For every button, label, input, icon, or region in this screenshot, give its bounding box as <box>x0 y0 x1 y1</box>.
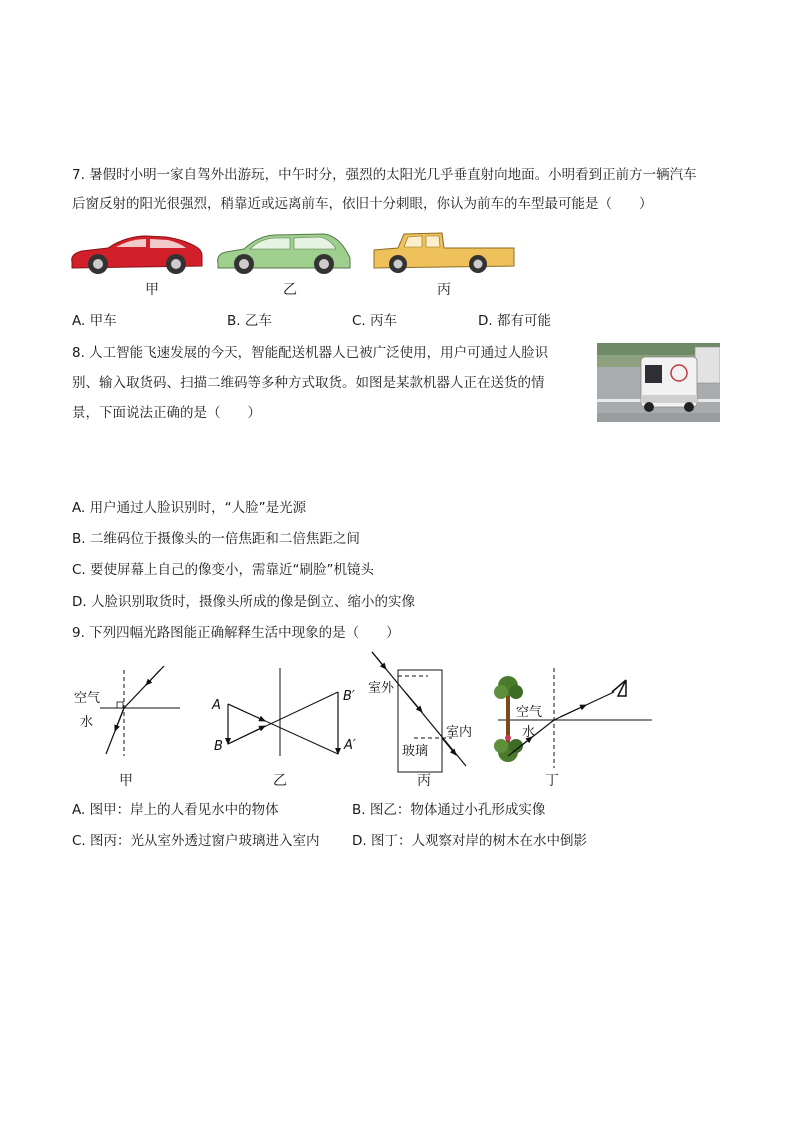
figure-ding <box>494 668 652 768</box>
q7-caption-yi: 乙 <box>283 282 297 298</box>
ding-air-label: 空气 <box>516 705 543 720</box>
bing-glass-label: 玻璃 <box>402 744 429 759</box>
q7-option-c: C. 丙车 <box>352 313 398 329</box>
q8-option-c: C. 要使屏幕上自己的像变小，需靠近“刷脸”机镜头 <box>72 562 374 578</box>
car-yi-hatchback-icon <box>218 234 350 274</box>
q9-caption-jia: 甲 <box>119 773 133 789</box>
q7-option-d: D. 都有可能 <box>478 313 551 329</box>
q7-car-figure <box>68 228 528 278</box>
q9-ray-diagrams <box>60 648 700 788</box>
q7-option-a: A. 甲车 <box>72 313 117 329</box>
figure-jia <box>74 666 180 756</box>
q7-stem-line2: 后窗反射的阳光很强烈，稍靠近或远离前车，依旧十分刺眼，你认为前车的车型最可能是（ ） <box>72 196 653 212</box>
q7-option-b: B. 乙车 <box>227 313 272 329</box>
car-bing-pickup-icon <box>374 233 514 273</box>
q7-caption-jia: 甲 <box>145 282 159 298</box>
delivery-robot-photo <box>597 343 720 422</box>
q7-caption-bing: 丙 <box>437 282 451 298</box>
q9-stem: 9. 下列四幅光路图能正确解释生活中现象的是（ ） <box>72 625 400 641</box>
yi-label-b-prime: B′ <box>343 689 355 704</box>
q7-stem-line1: 7. 暑假时小明一家自驾外出游玩，中午时分，强烈的太阳光几乎垂直射向地面。小明看到正前方一辆汽车 <box>72 167 697 183</box>
car-jia-sedan-icon <box>72 236 202 274</box>
q9-caption-ding: 丁 <box>545 773 559 789</box>
q9-option-a: A. 图甲：岸上的人看见水中的物体 <box>72 802 279 818</box>
q9-option-b: B. 图乙：物体通过小孔形成实像 <box>352 802 546 818</box>
q8-stem-line2: 别、输入取货码、扫描二维码等多种方式取货。如图是某款机器人正在送货的情 <box>72 375 545 391</box>
yi-label-a-prime: A′ <box>344 738 356 753</box>
q9-option-d: D. 图丁：人观察对岸的树木在水中倒影 <box>352 833 587 849</box>
q8-option-d: D. 人脸识别取货时，摄像头所成的像是倒立、缩小的实像 <box>72 594 415 610</box>
bing-outdoor-label: 室外 <box>368 681 395 696</box>
q9-caption-yi: 乙 <box>273 773 287 789</box>
q8-option-a: A. 用户通过人脸识别时，“人脸”是光源 <box>72 500 307 516</box>
q9-caption-bing: 丙 <box>417 773 431 789</box>
q9-option-c: C. 图丙：光从室外透过窗户玻璃进入室内 <box>72 833 320 849</box>
figure-yi <box>211 668 356 756</box>
figure-bing <box>368 652 472 772</box>
bing-indoor-label: 室内 <box>446 725 473 740</box>
yi-label-b: B <box>214 739 223 754</box>
yi-label-a: A <box>212 698 221 713</box>
ding-water-label: 水 <box>522 725 536 740</box>
q8-stem-line1: 8. 人工智能飞速发展的今天，智能配送机器人已被广泛使用，用户可通过人脸识 <box>72 345 549 361</box>
q8-stem-line3: 景，下面说法正确的是（ ） <box>72 405 261 421</box>
q8-option-b: B. 二维码位于摄像头的一倍焦距和二倍焦距之间 <box>72 531 360 547</box>
jia-water-label: 水 <box>80 715 94 730</box>
jia-air-label: 空气 <box>74 691 101 706</box>
observer-eye-icon <box>612 680 626 696</box>
